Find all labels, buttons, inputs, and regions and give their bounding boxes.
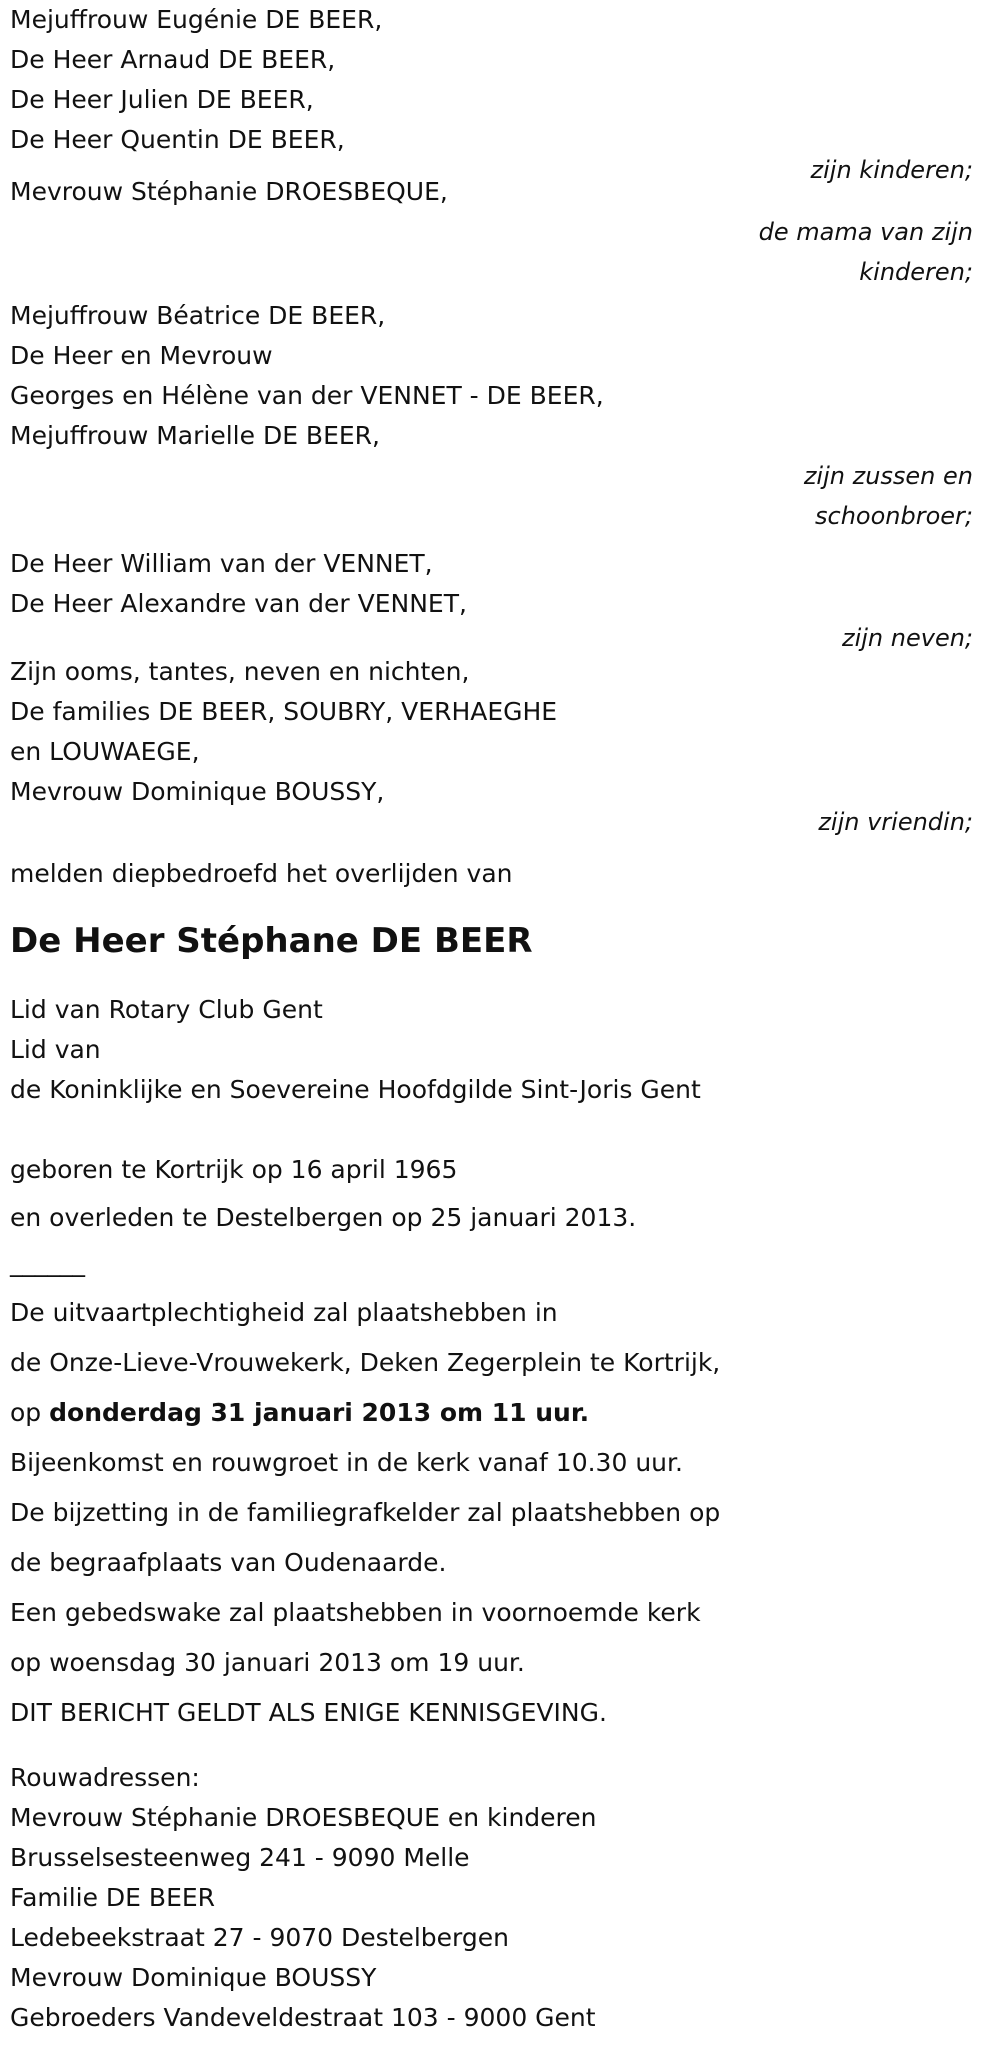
obituary-document (10, 0, 990, 2038)
address-line: Mevrouw Stéphanie DROESBEQUE en kinderen (10, 1803, 597, 1832)
family-name-line: Mevrouw Stéphanie DROESBEQUE, (10, 177, 448, 206)
relation-label: kinderen; (859, 258, 973, 286)
address-line: Familie DE BEER (10, 1883, 216, 1912)
death-info: en overleden te Destelbergen op 25 januari 2013. (10, 1203, 637, 1232)
funeral-date-prefix: op (10, 1398, 50, 1427)
family-group-children (10, 0, 990, 190)
family-name-line: De Heer William van der VENNET, (10, 549, 433, 578)
family-name-line: De Heer Julien DE BEER, (10, 85, 314, 114)
mourning-addresses (10, 1758, 990, 2038)
funeral-details (10, 1288, 990, 1738)
relation-label: schoonbroer; (815, 502, 973, 530)
family-group-mother (10, 172, 990, 292)
family-name-line: Mejuffrouw Béatrice DE BEER, (10, 301, 386, 330)
funeral-date-line (10, 1388, 990, 1438)
birth-info: geboren te Kortrijk op 16 april 1965 (10, 1155, 458, 1184)
family-name-line: De Heer Alexandre van der VENNET, (10, 589, 467, 618)
relation-label: de mama van zijn (758, 218, 973, 246)
family-name-line: en LOUWAEGE, (10, 737, 200, 766)
relation-label: zijn neven; (841, 624, 973, 652)
family-name-line: De Heer Quentin DE BEER, (10, 125, 345, 154)
deceased-name: De Heer Stéphane DE BEER (10, 921, 533, 961)
address-line: Ledebeekstraat 27 - 9070 Destelbergen (10, 1923, 509, 1952)
funeral-line: De uitvaartplechtigheid zal plaatshebben in (10, 1298, 558, 1327)
relation-label: zijn vriendin; (818, 808, 973, 836)
family-name-line: Zijn ooms, tantes, neven en nichten, (10, 657, 470, 686)
memberships (10, 990, 990, 1110)
family-group-sisters (10, 296, 990, 536)
relation-label: zijn kinderen; (810, 156, 973, 184)
family-name-line: Mejuffrouw Eugénie DE BEER, (10, 5, 383, 34)
funeral-line: op woensdag 30 januari 2013 om 19 uur. (10, 1648, 525, 1677)
funeral-line: Bijeenkomst en rouwgroet in de kerk vanaf 10.30 uur. (10, 1448, 683, 1477)
membership-line: de Koninklijke en Soevereine Hoofdgilde Sint-Joris Gent (10, 1075, 701, 1104)
separator-line: ______ (10, 1248, 85, 1277)
funeral-line: de Onze-Lieve-Vrouwekerk, Deken Zegerplein te Kortrijk, (10, 1348, 721, 1377)
family-group-others (10, 652, 990, 842)
funeral-line: de begraafplaats van Oudenaarde. (10, 1548, 447, 1577)
address-line: Gebroeders Vandeveldestraat 103 - 9000 Gent (10, 2003, 596, 2032)
membership-line: Lid van (10, 1035, 101, 1064)
family-name-line: Mejuffrouw Marielle DE BEER, (10, 421, 380, 450)
family-group-nephews (10, 544, 990, 658)
address-line: Mevrouw Dominique BOUSSY (10, 1963, 377, 1992)
funeral-date-bold: donderdag 31 januari 2013 om 11 uur. (49, 1398, 590, 1427)
family-name-line: De Heer Arnaud DE BEER, (10, 45, 336, 74)
funeral-line: DIT BERICHT GELDT ALS ENIGE KENNISGEVING. (10, 1698, 607, 1727)
funeral-line: De bijzetting in de familiegrafkelder zal plaatshebben op (10, 1498, 721, 1527)
relation-label: zijn zussen en (803, 462, 973, 490)
announcement-text: melden diepbedroefd het overlijden van (10, 859, 513, 888)
family-name-line: De families DE BEER, SOUBRY, VERHAEGHE (10, 697, 558, 726)
membership-line: Lid van Rotary Club Gent (10, 995, 323, 1024)
addresses-heading: Rouwadressen: (10, 1763, 200, 1792)
family-name-line: De Heer en Mevrouw (10, 341, 273, 370)
family-name-line: Mevrouw Dominique BOUSSY, (10, 777, 385, 806)
address-line: Brusselsesteenweg 241 - 9090 Melle (10, 1843, 470, 1872)
funeral-line: Een gebedswake zal plaatshebben in voornoemde kerk (10, 1598, 701, 1627)
family-name-line: Georges en Hélène van der VENNET - DE BEER, (10, 381, 604, 410)
